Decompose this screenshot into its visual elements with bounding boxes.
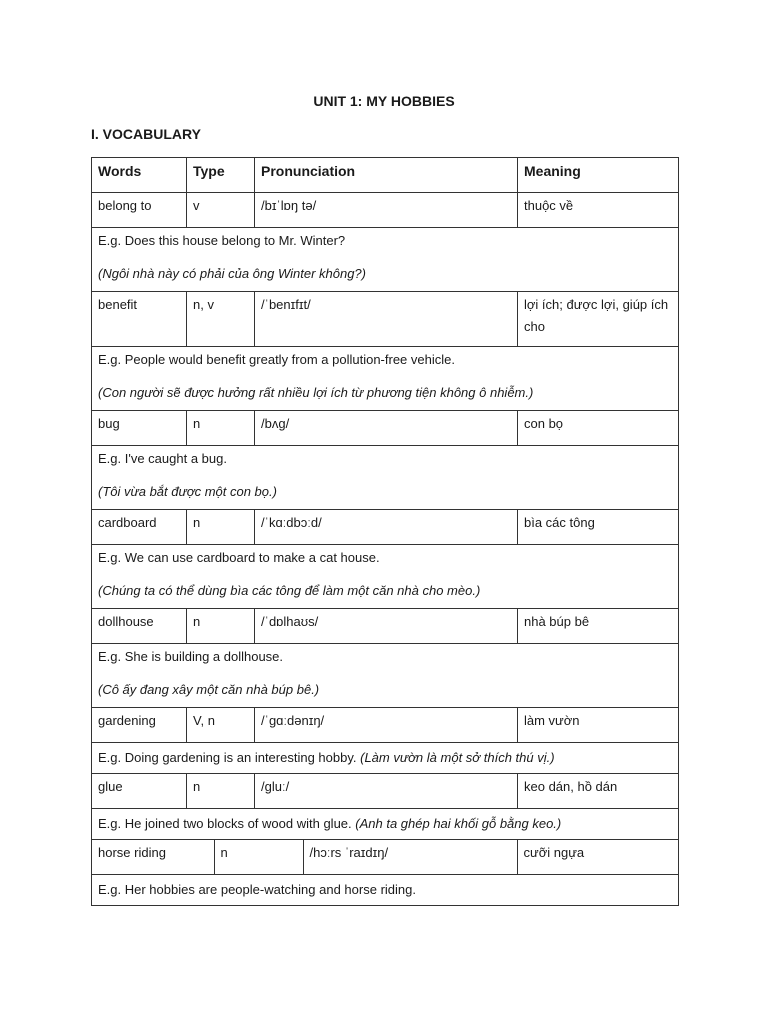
meaning-cell: cưỡi ngựa — [523, 845, 585, 860]
example-line — [98, 811, 672, 837]
pronunciation-cell: /ˈkɑːdbɔːd/ — [255, 510, 518, 545]
example-cell — [92, 347, 679, 411]
word-cell: belong to — [92, 193, 187, 228]
word-cell: horse riding — [92, 840, 214, 874]
example-cell — [92, 228, 679, 292]
header-pronunciation: Pronunciation — [255, 158, 518, 193]
example-translation: (Ngôi nhà này có phải của ông Winter không?) — [98, 266, 366, 281]
pronunciation-cell: /ˈdɒlhaʊs/ — [255, 609, 518, 644]
meaning-cell: làm vườn — [518, 708, 679, 743]
header-words: Words — [92, 158, 187, 193]
word-cell: glue — [92, 774, 187, 809]
example-cell — [92, 545, 679, 609]
example-row — [92, 446, 679, 510]
vocabulary-table — [91, 157, 679, 906]
table-row — [92, 292, 679, 347]
type-cell: V, n — [187, 708, 255, 743]
pronunciation-cell: /ˈgɑːdənɪŋ/ — [255, 708, 518, 743]
split-row-cell — [92, 840, 679, 875]
example-sentence: E.g. Doing gardening is an interesting hobby. — [98, 750, 357, 765]
meaning-cell: lợi ích; được lợi, giúp ích cho — [518, 292, 679, 347]
table-row — [92, 609, 679, 644]
type-cell: v — [187, 193, 255, 228]
document-title: UNIT 1: MY HOBBIES — [313, 93, 455, 109]
type-cell: n — [187, 411, 255, 446]
table-row — [92, 708, 679, 743]
example-sentence: E.g. He joined two blocks of wood with glue. — [98, 816, 352, 831]
example-sentence: E.g. Her hobbies are people-watching and horse riding. — [98, 882, 416, 897]
table-row — [92, 193, 679, 228]
word-cell: benefit — [92, 292, 187, 347]
example-sentence: E.g. She is building a dollhouse. — [98, 649, 284, 664]
section-heading: I. VOCABULARY — [91, 126, 201, 142]
word-cell: gardening — [92, 708, 187, 743]
example-row — [92, 644, 679, 708]
example-sentence: E.g. Does this house belong to Mr. Winter? — [98, 233, 346, 248]
example-row — [92, 875, 679, 906]
meaning-cell: con bọ — [518, 411, 679, 446]
example-row — [92, 545, 679, 609]
word-cell: bug — [92, 411, 187, 446]
type-cell: n — [214, 840, 303, 874]
example-cell — [92, 809, 679, 840]
horse-riding-row — [92, 840, 679, 874]
meaning-cell: keo dán, hồ dán — [518, 774, 679, 809]
example-row — [92, 809, 679, 840]
example-row — [92, 347, 679, 411]
table-header-row — [92, 158, 679, 193]
example-cell — [92, 875, 679, 906]
type-cell: n — [187, 510, 255, 545]
example-cell — [92, 446, 679, 510]
pronunciation-cell: /bʌg/ — [255, 411, 518, 446]
example-translation: (Anh ta ghép hai khối gỗ bằng keo.) — [355, 816, 562, 831]
example-row — [92, 228, 679, 292]
example-translation: (Chúng ta có thể dùng bìa các tông để làm một căn nhà cho mèo.) — [98, 583, 481, 598]
table-row — [92, 411, 679, 446]
meaning-cell: thuộc về — [518, 193, 679, 228]
example-translation: (Làm vườn là một sở thích thú vị.) — [360, 750, 555, 765]
pronunciation-cell: /gluː/ — [255, 774, 518, 809]
example-translation: (Tôi vừa bắt được một con bọ.) — [98, 484, 277, 499]
word-cell: cardboard — [92, 510, 187, 545]
type-cell: n — [187, 774, 255, 809]
table-row — [92, 840, 679, 875]
example-sentence: E.g. I've caught a bug. — [98, 451, 227, 466]
meaning-cell: nhà búp bê — [518, 609, 679, 644]
header-meaning: Meaning — [518, 158, 679, 193]
table-row — [92, 774, 679, 809]
example-translation: (Cô ấy đang xây một căn nhà búp bê.) — [98, 682, 320, 697]
example-translation: (Con người sẽ được hưởng rất nhiều lợi ích từ phương tiện không ô nhiễm.) — [98, 385, 534, 400]
type-cell: n, v — [187, 292, 255, 347]
type-cell: n — [187, 609, 255, 644]
example-line — [98, 745, 672, 771]
example-cell — [92, 743, 679, 774]
table-row — [92, 510, 679, 545]
example-cell — [92, 644, 679, 708]
example-sentence: E.g. We can use cardboard to make a cat house. — [98, 550, 380, 565]
word-cell: dollhouse — [92, 609, 187, 644]
example-row — [92, 743, 679, 774]
pronunciation-cell: /bɪˈlɒŋ tə/ — [255, 193, 518, 228]
pronunciation-cell: /ˈbenɪfɪt/ — [255, 292, 518, 347]
header-type: Type — [187, 158, 255, 193]
example-sentence: E.g. People would benefit greatly from a pollution-free vehicle. — [98, 352, 455, 367]
meaning-cell: bìa các tông — [518, 510, 679, 545]
pronunciation-cell: /hɔːrs ˈraɪdɪŋ/ — [303, 840, 517, 874]
